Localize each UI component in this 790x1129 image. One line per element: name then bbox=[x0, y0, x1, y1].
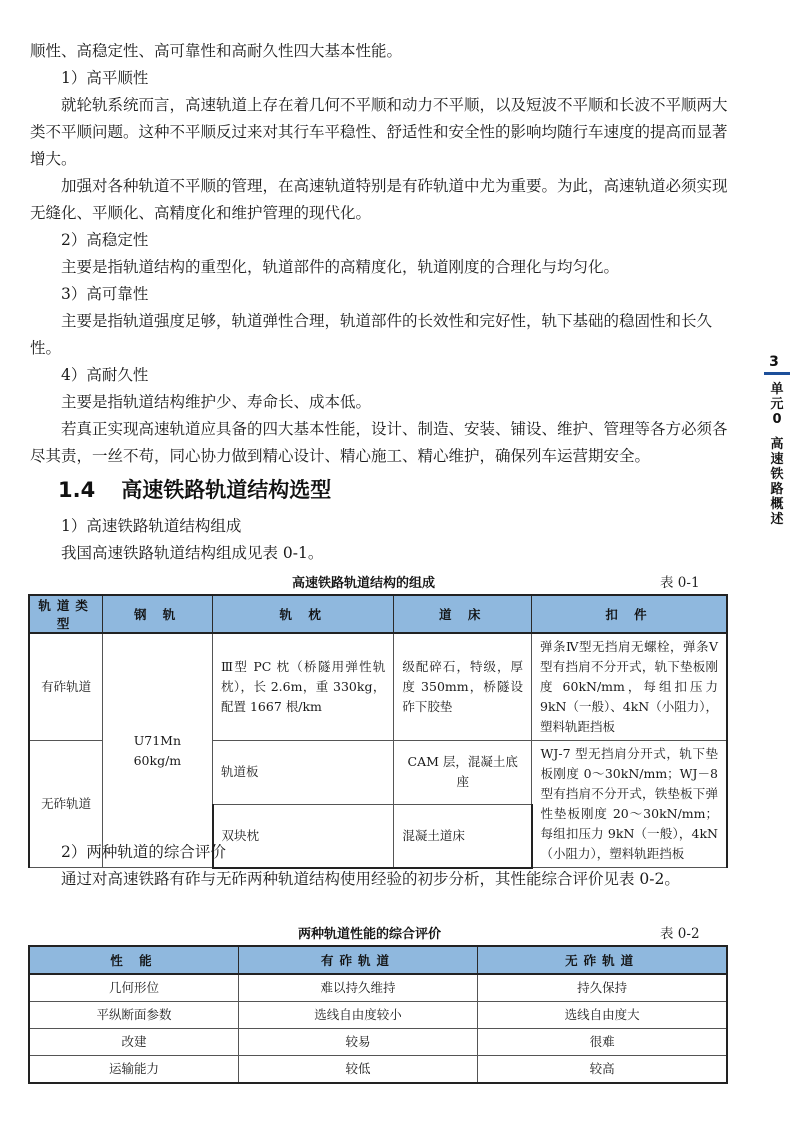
table-cell: 较低 bbox=[238, 1056, 477, 1084]
chapter-char: 路 bbox=[770, 482, 784, 497]
paragraph: 主要是指轨道结构的重型化，轨道部件的高精度化，轨道刚度的合理化与均匀化。 bbox=[61, 258, 620, 276]
table-row bbox=[29, 974, 727, 1002]
paragraph: 主要是指轨道强度足够，轨道弹性合理，轨道部件的长效性和完好性，轨下基础的稳固性和长久性。 bbox=[30, 312, 713, 357]
header-cell: 有砟轨道 bbox=[238, 946, 477, 974]
table-cell: 很难 bbox=[478, 1029, 727, 1056]
chapter-char: 速 bbox=[770, 452, 784, 467]
header-cell: 轨道类型 bbox=[29, 595, 103, 633]
table-cell: 选线自由度大 bbox=[478, 1002, 727, 1029]
paragraph: 我国高速铁路轨道结构组成见表 0-1。 bbox=[61, 544, 324, 562]
chapter-char: 高 bbox=[770, 437, 784, 452]
subheading: 2）两种轨道的综合评价 bbox=[61, 843, 226, 861]
chapter-char: 铁 bbox=[770, 467, 784, 482]
sleeper-cell: Ⅲ型 PC 枕（桥隧用弹性轨枕），长 2.6m，重 330kg，配置 1667 根/km bbox=[213, 633, 394, 741]
table-row bbox=[29, 1002, 727, 1029]
table-cell: 运输能力 bbox=[29, 1056, 238, 1084]
table-row bbox=[29, 1029, 727, 1056]
chapter-divider bbox=[764, 372, 790, 375]
chapter-char: 0 bbox=[772, 412, 782, 427]
chapter-char: 概 bbox=[770, 497, 784, 512]
paragraph: 顺性、高稳定性、高可靠性和高耐久性四大基本性能。 bbox=[30, 42, 403, 60]
header-cell: 钢 轨 bbox=[103, 595, 213, 633]
table2-number: 表 0-2 bbox=[660, 926, 700, 942]
table-header-row bbox=[29, 946, 727, 974]
chapter-char: 元 bbox=[770, 397, 784, 412]
body-text bbox=[30, 38, 730, 470]
chapter-side-tab bbox=[758, 348, 790, 527]
header-cell: 扣 件 bbox=[532, 595, 727, 633]
section-heading bbox=[58, 474, 331, 504]
chapter-char: 单 bbox=[770, 382, 784, 397]
bed-cell: 级配碎石，特级，厚度 350mm，桥隧设砟下胶垫 bbox=[394, 633, 532, 741]
rail-weight: 60kg/m bbox=[133, 752, 182, 768]
subheading: 4）高耐久性 bbox=[61, 366, 149, 384]
paragraph: 主要是指轨道结构维护少、寿命长、成本低。 bbox=[61, 393, 372, 411]
chapter-number: 3 bbox=[769, 354, 779, 370]
table-row bbox=[29, 1056, 727, 1084]
paragraph: 就轮轨系统而言，高速轨道上存在着几何不平顺和动力不平顺，以及短波不平顺和长波不平顺两大类不平顺问题。这种不平顺反过来对其行车平稳性、舒适性和安全性的影响均随行车速度的提高而显著增大。 bbox=[30, 96, 728, 168]
header-cell: 道 床 bbox=[394, 595, 532, 633]
chapter-title-vertical bbox=[764, 382, 790, 527]
paragraph: 通过对高速铁路有砟与无砟两种轨道结构使用经验的初步分析，其性能综合评价见表 0-2。 bbox=[61, 870, 680, 888]
header-cell: 性 能 bbox=[29, 946, 238, 974]
subheading: 3）高可靠性 bbox=[61, 285, 149, 303]
table-cell: 持久保持 bbox=[478, 974, 727, 1002]
paragraph: 加强对各种轨道不平顺的管理，在高速轨道特别是有砟轨道中尤为重要。为此，高速轨道必须实现无缝化、平顺化、高精度化和维护管理的现代化。 bbox=[30, 177, 728, 222]
table1-number: 表 0-1 bbox=[660, 575, 700, 591]
rail-cell bbox=[103, 633, 213, 868]
chapter-spacer bbox=[764, 427, 790, 437]
section-title: 高速铁路轨道结构选型 bbox=[121, 478, 332, 502]
track-type-cell: 无砟轨道 bbox=[29, 741, 103, 868]
chapter-char: 述 bbox=[770, 512, 784, 527]
paragraph: 若真正实现高速轨道应具备的四大基本性能，设计、制造、安装、铺设、维护、管理等各方必须各尽其责，一丝不苟，同心协力做到精心设计、精心施工、精心维护，确保列车运营期安全。 bbox=[30, 420, 728, 465]
subheading: 1）高速铁路轨道结构组成 bbox=[61, 517, 242, 535]
subheading: 1）高平顺性 bbox=[61, 69, 149, 87]
table-cell: 平纵断面参数 bbox=[29, 1002, 238, 1029]
table2-caption: 两种轨道性能的综合评价 bbox=[298, 927, 442, 942]
table1 bbox=[28, 594, 728, 869]
table-row bbox=[29, 633, 727, 741]
track-type-cell: 有砟轨道 bbox=[29, 633, 103, 741]
header-cell: 无砟轨道 bbox=[478, 946, 727, 974]
section-body-2 bbox=[30, 839, 730, 893]
table-cell: 难以持久维持 bbox=[238, 974, 477, 1002]
rail-grade: U71Mn bbox=[133, 732, 182, 748]
table-cell: 改建 bbox=[29, 1029, 238, 1056]
fastener-cell: WJ-7 型无挡肩分开式，轨下垫板刚度 0～30kN/mm；WJ－8 型有挡肩不分开式，铁垫板下弹性垫板刚度 20～30kN/mm；每组扣压力 9kN（一般），4kN（小阻力），塑料轨距挡板 bbox=[532, 741, 727, 868]
table-cell: 较高 bbox=[478, 1056, 727, 1084]
subheading: 2）高稳定性 bbox=[61, 231, 149, 249]
fastener-cell: 弹条Ⅳ型无挡肩无螺栓，弹条Ⅴ型有挡肩不分开式，轨下垫板刚度 60kN/mm，每组扣压力 9kN（一般）、4kN（小阻力），塑料轨距挡板 bbox=[532, 633, 727, 741]
table2 bbox=[28, 945, 728, 1084]
table-cell: 几何形位 bbox=[29, 974, 238, 1002]
sleeper-cell: 双块枕 bbox=[213, 804, 394, 868]
sleeper-cell: 轨道板 bbox=[213, 741, 394, 805]
table-cell: 选线自由度较小 bbox=[238, 1002, 477, 1029]
section-number: 1.4 bbox=[58, 478, 96, 502]
bed-cell: CAM 层，混凝土底座 bbox=[394, 741, 532, 805]
section-body bbox=[30, 513, 730, 567]
header-cell: 轨 枕 bbox=[213, 595, 394, 633]
bed-cell: 混凝土道床 bbox=[394, 804, 532, 868]
table1-caption: 高速铁路轨道结构的组成 bbox=[292, 576, 436, 591]
table-header-row bbox=[29, 595, 727, 633]
table-cell: 较易 bbox=[238, 1029, 477, 1056]
